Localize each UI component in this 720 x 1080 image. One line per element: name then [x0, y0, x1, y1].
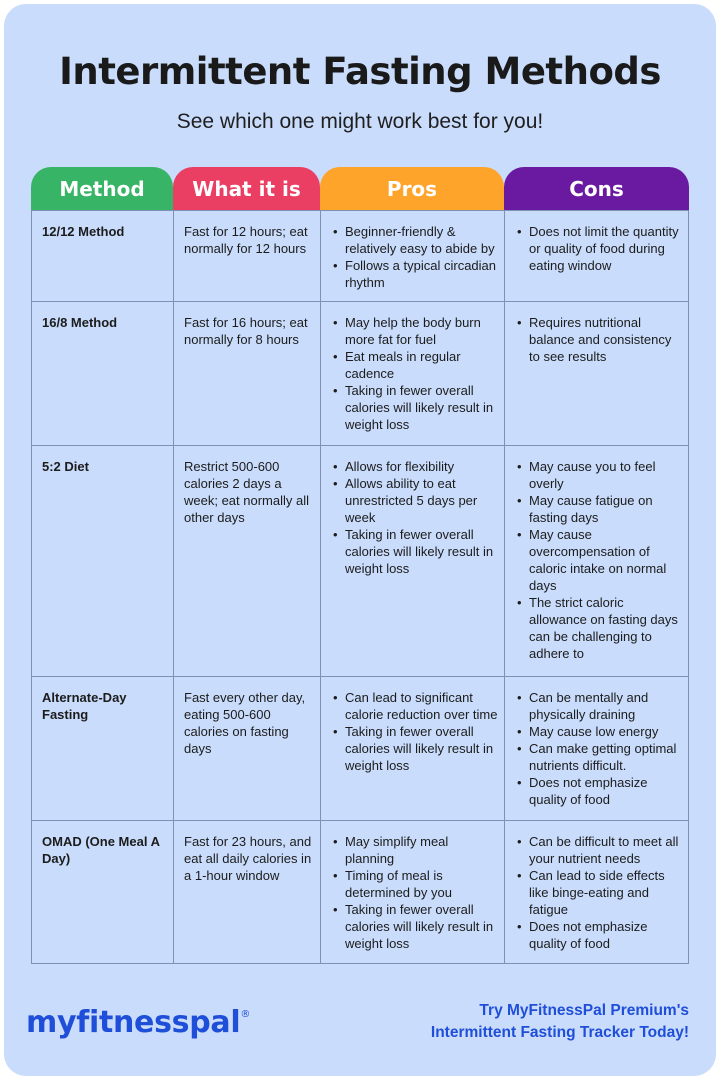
- method-description: Fast for 12 hours; eat normally for 12 hours: [173, 210, 320, 302]
- pros-list: [331, 223, 498, 291]
- method-name: 12/12 Method: [31, 210, 173, 302]
- con-item: • May cause low energy: [515, 723, 682, 740]
- con-item: • Does not emphasize quality of food: [515, 774, 682, 808]
- page-subtitle: See which one might work best for you!: [176, 110, 544, 133]
- pro-item: • Taking in fewer overall calories will likely result in weight loss: [331, 382, 498, 433]
- logo-text: myfitnesspal: [26, 1005, 241, 1040]
- table-row: [31, 302, 689, 446]
- cons-cell: [504, 821, 689, 964]
- header-cons: Cons: [504, 167, 689, 210]
- pros-cell: [320, 210, 504, 302]
- pros-list: [331, 689, 498, 774]
- method-name: OMAD (One Meal A Day): [31, 821, 173, 964]
- con-item: • May cause you to feel overly: [515, 458, 682, 492]
- method-name: 16/8 Method: [31, 302, 173, 446]
- method-description: Fast every other day, eating 500-600 calories on fasting days: [173, 677, 320, 821]
- con-item: • Can make getting optimal nutrients difficult.: [515, 740, 682, 774]
- pros-cell: [320, 302, 504, 446]
- con-item: • Can lead to side effects like binge-eating and fatigue: [515, 867, 682, 918]
- con-item: • Does not emphasize quality of food: [515, 918, 682, 952]
- con-item: • The strict caloric allowance on fasting days can be challenging to adhere to: [515, 594, 682, 662]
- method-name: Alternate-Day Fasting: [31, 677, 173, 821]
- cons-cell: [504, 210, 689, 302]
- method-description: Fast for 23 hours, and eat all daily calories in a 1-hour window: [173, 821, 320, 964]
- table-header-row: [31, 167, 689, 210]
- table-row: [31, 446, 689, 677]
- cons-list: [515, 458, 682, 662]
- pro-item: • May simplify meal planning: [331, 833, 498, 867]
- fasting-methods-table: [31, 167, 689, 964]
- promo-line-2: Intermittent Fasting Tracker Today!: [430, 1024, 689, 1041]
- header-method: Method: [31, 167, 173, 210]
- pro-item: • Allows ability to eat unrestricted 5 days per week: [331, 475, 498, 526]
- pros-list: [331, 314, 498, 433]
- pro-item: • Timing of meal is determined by you: [331, 867, 498, 901]
- pro-item: • Taking in fewer overall calories will likely result in weight loss: [331, 901, 498, 952]
- method-description: Restrict 500-600 calories 2 days a week; eat normally all other days: [173, 446, 320, 677]
- table-row: [31, 210, 689, 302]
- pros-cell: [320, 821, 504, 964]
- cons-list: [515, 223, 682, 274]
- header-what-it-is: What it is: [173, 167, 320, 210]
- con-item: • Can be difficult to meet all your nutrient needs: [515, 833, 682, 867]
- cons-list: [515, 689, 682, 808]
- con-item: • Does not limit the quantity or quality of food during eating window: [515, 223, 682, 274]
- premium-promo-link[interactable]: [431, 1000, 689, 1044]
- pro-item: • Eat meals in regular cadence: [331, 348, 498, 382]
- table-row: [31, 677, 689, 821]
- pro-item: • May help the body burn more fat for fuel: [331, 314, 498, 348]
- cons-cell: [504, 446, 689, 677]
- table-row: [31, 821, 689, 964]
- promo-line-1: Try MyFitnessPal Premium's: [479, 1002, 689, 1019]
- pros-list: [331, 458, 498, 577]
- con-item: • Can be mentally and physically draining: [515, 689, 682, 723]
- pros-cell: [320, 677, 504, 821]
- pro-item: • Follows a typical circadian rhythm: [331, 257, 498, 291]
- con-item: • May cause overcompensation of caloric intake on normal days: [515, 526, 682, 594]
- pro-item: • Can lead to significant calorie reduction over time: [331, 689, 498, 723]
- pro-item: • Taking in fewer overall calories will likely result in weight loss: [331, 723, 498, 774]
- method-name: 5:2 Diet: [31, 446, 173, 677]
- cons-cell: [504, 677, 689, 821]
- con-item: • Requires nutritional balance and consistency to see results: [515, 314, 682, 365]
- cons-list: [515, 314, 682, 365]
- cons-cell: [504, 302, 689, 446]
- page-title: Intermittent Fasting Methods: [59, 50, 661, 93]
- cons-list: [515, 833, 682, 952]
- con-item: • May cause fatigue on fasting days: [515, 492, 682, 526]
- pros-cell: [320, 446, 504, 677]
- registered-mark: ®: [240, 1009, 251, 1020]
- pro-item: • Taking in fewer overall calories will likely result in weight loss: [331, 526, 498, 577]
- method-description: Fast for 16 hours; eat normally for 8 hours: [173, 302, 320, 446]
- pro-item: • Allows for flexibility: [331, 458, 498, 475]
- pros-list: [331, 833, 498, 952]
- pro-item: • Beginner-friendly & relatively easy to abide by: [331, 223, 498, 257]
- myfitnesspal-logo[interactable]: [26, 1005, 250, 1040]
- header-pros: Pros: [320, 167, 504, 210]
